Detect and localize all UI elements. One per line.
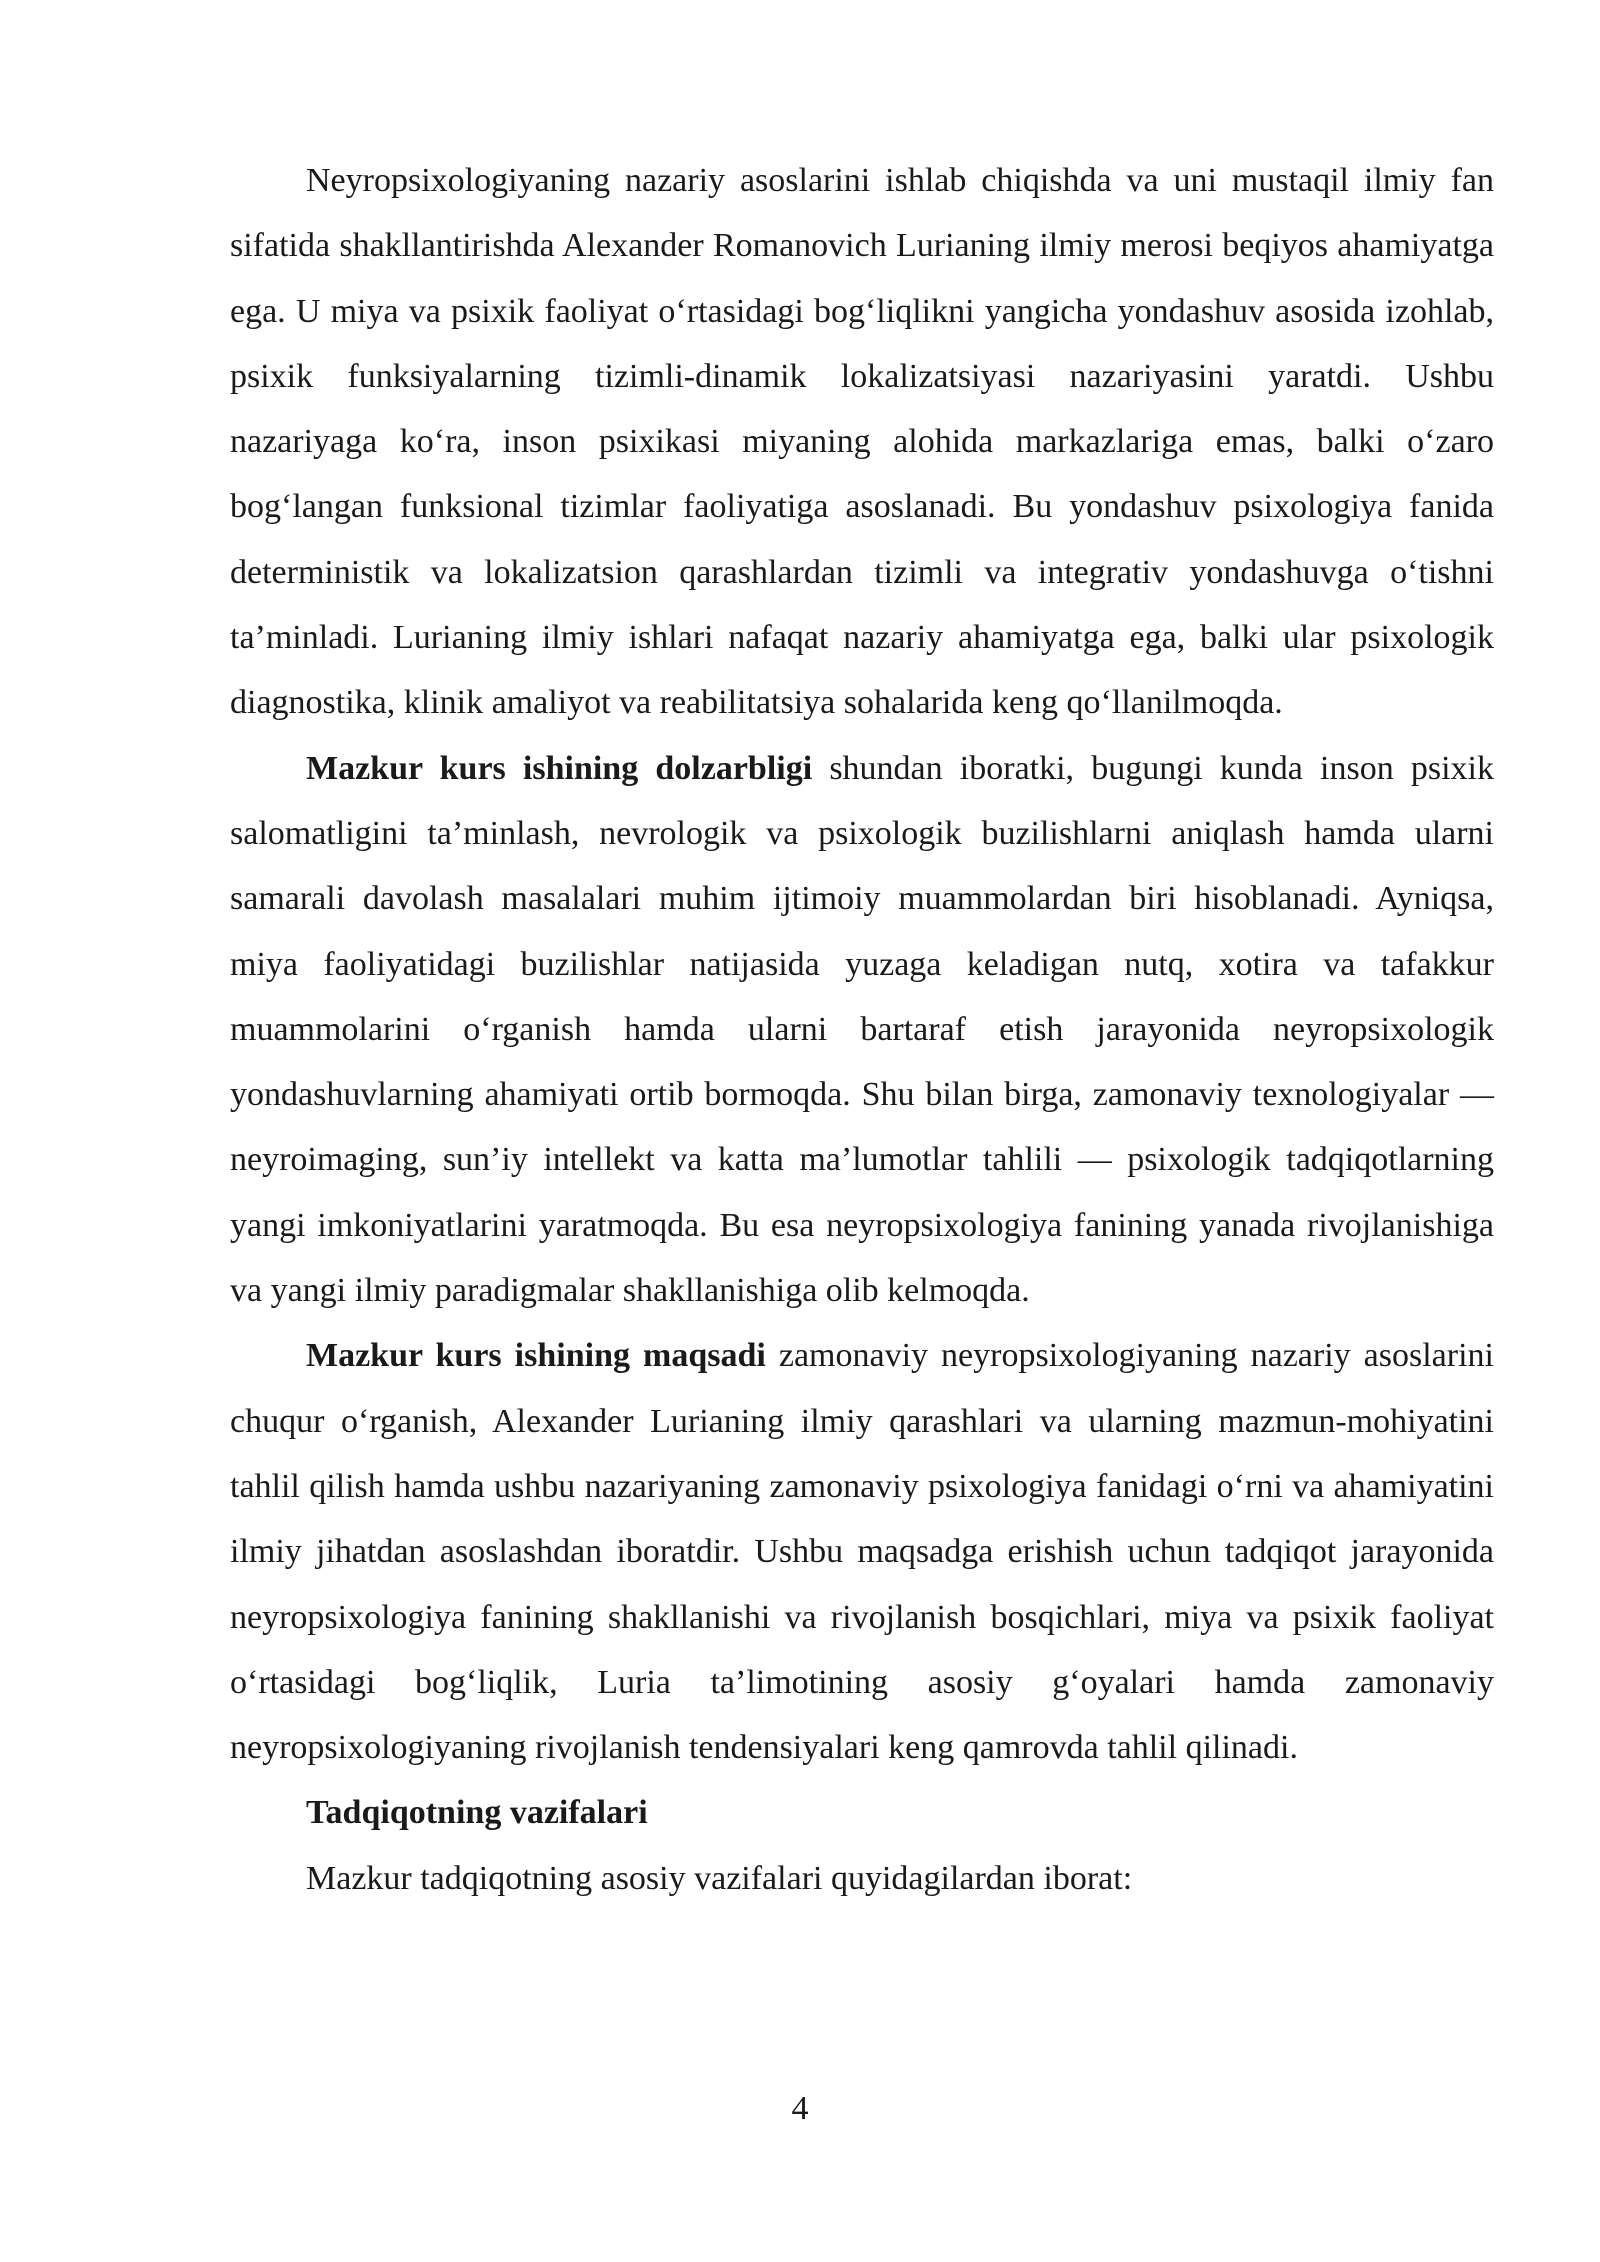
paragraph-text: shundan iboratki, bugungi kunda inson psixik salomatligini ta’minlash, nevrologik va psixologik buzilishlarni aniqlash hamda ularni samarali davolash masalalari muhim ijtimoiy muammolardan biri hisoblanadi. Ayniqsa, miya faoliyatidagi buzilishlar natijasida yuzaga keladigan nutq, xotira va tafakkur muammolarini o‘rganish hamda ularni bartaraf etish jarayonida neyropsixologik yondashuvlarning ahamiyati ortib bormoqda. Shu bilan birga, zamonaviy texnologiyalar — neyroimaging, sun’iy intellekt va katta ma’lumotlar tahlili — psixologik tadqiqotlarning yangi imkoniyatlarini yaratmoqda. Bu esa neyropsixologiya fanining yanada rivojlanishiga va yangi ilmiy paradigmalar shakllanishiga olib kelmoqda. xyxy=(230,749,1495,1310)
section-heading-tasks: Tadqiqotning vazifalari xyxy=(306,1794,648,1832)
tasks-intro-line: Mazkur tadqiqotning asosiy vazifalari quyidagilardan iborat: xyxy=(306,1859,1133,1897)
paragraph-text: zamonaviy neyropsixologiyaning nazariy asoslarini chuqur o‘rganish, Alexander Lurianing ilmiy qarashlari va ularning mazmun-mohiyatini tahlil qilish hamda ushbu nazariyaning zamonaviy psixologiya fanidagi o‘rni va ahamiyatini ilmiy jihatdan asoslashdan iboratdir. Ushbu maqsadga erishish uchun tadqiqot jarayonida neyropsixologiya fanining shakllanishi va rivojlanish bosqichlari, miya va psixik faoliyat o‘rtasidagi bog‘liqlik, Luria ta’limotining asosiy g‘oyalari hamda zamonaviy neyropsixologiyaning rivojlanish tendensiyalari keng qamrovda tahlil qilinadi. xyxy=(230,1337,1494,1767)
page-number: 4 xyxy=(791,2090,809,2127)
paragraph-goal xyxy=(230,1323,1494,1780)
paragraph-luria-legacy xyxy=(230,148,1494,736)
paragraph-text: Neyropsixologiyaning nazariy asoslarini ishlab chiqishda va uni mustaqil ilmiy fan sifatida shakllantirishda Alexander Romanovich Lurianing ilmiy merosi beqiyos ahamiyatga ega. U miya va psixik faoliyat o‘rtasidagi bog‘liqlikni yangicha yondashuv asosida izohlab, psixik funksiyalarning tizimli-dinamik lokalizatsiyasi nazariyasini yaratdi. Ushbu nazariyaga ko‘ra, inson psixikasi miyaning alohida markazlariga emas, balki o‘zaro bog‘langan funksional tizimlar faoliyatiga asoslanadi. Bu yondashuv psixologiya fanida deterministik va lokalizatsion qarashlardan tizimli va integrativ yondashuvga o‘tishni ta’minladi. Lurianing ilmiy ishlari nafaqat nazariy ahamiyatga ega, balki ular psixologik diagnostika, klinik amaliyot va reabilitatsiya sohalarida keng qo‘llanilmoqda. xyxy=(230,162,1494,722)
paragraph-lead-goal: Mazkur kurs ishining maqsadi xyxy=(306,1337,766,1375)
paragraph-lead-relevance: Mazkur kurs ishining dolzarbligi xyxy=(306,749,813,787)
paragraph-relevance xyxy=(230,736,1494,1324)
document-body xyxy=(230,148,1494,1911)
